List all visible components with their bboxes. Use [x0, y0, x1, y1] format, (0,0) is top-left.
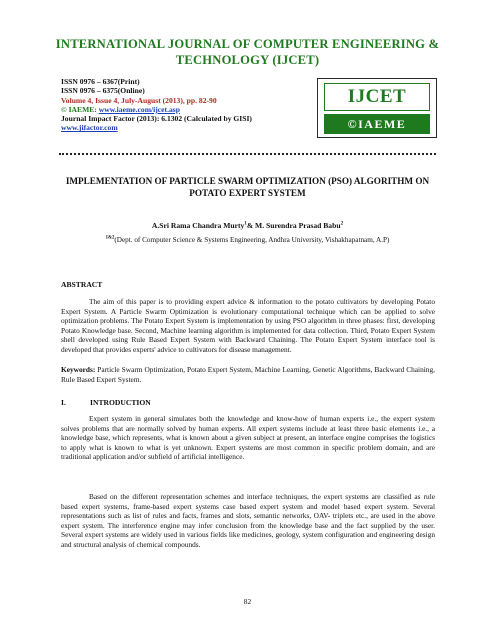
- abstract-text: The aim of this paper is to providing expert advice & information to the potato cultivators by developing Potato Expert System. A Particle Swarm Optimization is evolutionary computational technique which can be applied to solve optimization problems. The Potato Expert System is implementation by using PSO algorithm in three phases: first, developing Potato Knowledge base. Second, Machine learning algorithm is implemented for data collection. Third, Potato Expert System shell developed using Rule Based Expert System with Backward Chaining. The Potato Expert System interface tool is developed that provides experts' advice to cultivators for disease management.: [61, 297, 435, 354]
- intro-paragraph-1: Expert system in general simulates both the knowledge and know-how of human experts i.e., the expert system solves problems that are normally solved by human experts. All expert systems include at least three basic elements i.e., a knowledge base, which represents, what is known about a given subject at present, an interface engine comprises the logistics to apply what is known to what is yet unknown. Expert systems are most common in specific problem domain, and are traditional application and/or subfield of artificial intelligence.: [61, 414, 435, 462]
- paper-title: IMPLEMENTATION OF PARTICLE SWARM OPTIMIZATION (PSO) ALGORITHM ON POTATO EXPERT SYSTEM: [65, 176, 430, 198]
- volume-info: Volume 4, Issue 4, July-August (2013), pp. 82-90: [61, 95, 217, 105]
- ijcet-logo: [317, 78, 437, 138]
- intro-paragraph-2: Based on the different representation schemes and interface techniques, the expert systems are classified as rule based expert systems, frame-based expert systems case based expert system and model based expert system. Several representations such as list of rules and facts, frames and slots, semantic networks, OAV- triplets etc., are used in the above expert system. The interference engine may infer conclusion from the knowledge base and the fact supplied by the user. Several expert systems are widely used in various fields like medicines, geology, system configuration and engineering design and structural analysis of chemical compounds.: [61, 492, 435, 549]
- affiliation: [60, 235, 435, 245]
- keywords-label: Keywords:: [61, 365, 96, 374]
- iaeme-link[interactable]: www.iaeme.com/ijcet.asp: [98, 104, 180, 114]
- section-number: I.: [61, 398, 66, 407]
- authors: [60, 221, 435, 231]
- iaeme-line: [61, 105, 252, 114]
- author-2-sup: 2: [340, 221, 344, 227]
- keywords: [61, 365, 435, 384]
- abstract-heading: ABSTRACT: [61, 280, 103, 289]
- journal-meta: [61, 77, 252, 133]
- section-heading: INTRODUCTION: [90, 398, 151, 407]
- issn-print: ISSN 0976 – 6367(Print): [61, 77, 140, 86]
- logo-iaeme-text: ©IAEME: [324, 114, 430, 134]
- impact-factor: Journal Impact Factor (2013): 6.1302 (Calculated by GISI): [61, 114, 252, 124]
- jifactor-link[interactable]: www.jifactor.com: [61, 123, 118, 133]
- keywords-text: Particle Swarm Optimization, Potato Expert System, Machine Learning, Genetic Algorithms, Backward Chaining, Rule Based Expert System.: [61, 365, 435, 384]
- author-1: A.Sri Rama Chandra Murty: [151, 221, 245, 230]
- journal-title: INTERNATIONAL JOURNAL OF COMPUTER ENGINEERING & TECHNOLOGY (IJCET): [55, 37, 440, 67]
- affiliation-text: (Dept. of Computer Science & Systems Engineering, Andhra University, Vishakhapatnam, A.P): [114, 236, 390, 244]
- logo-ijcet-text: IJCET: [324, 83, 430, 111]
- affiliation-sup: 1&2: [105, 235, 115, 241]
- page-number: 82: [243, 597, 252, 606]
- author-join: & M. Surendra Prasad Babu: [246, 221, 341, 230]
- author-1-sup: 1: [244, 221, 247, 227]
- iaeme-prefix: © IAEME:: [61, 104, 99, 114]
- dotted-divider: [59, 153, 436, 155]
- issn-online: ISSN 0976 – 6375(Online): [61, 86, 145, 96]
